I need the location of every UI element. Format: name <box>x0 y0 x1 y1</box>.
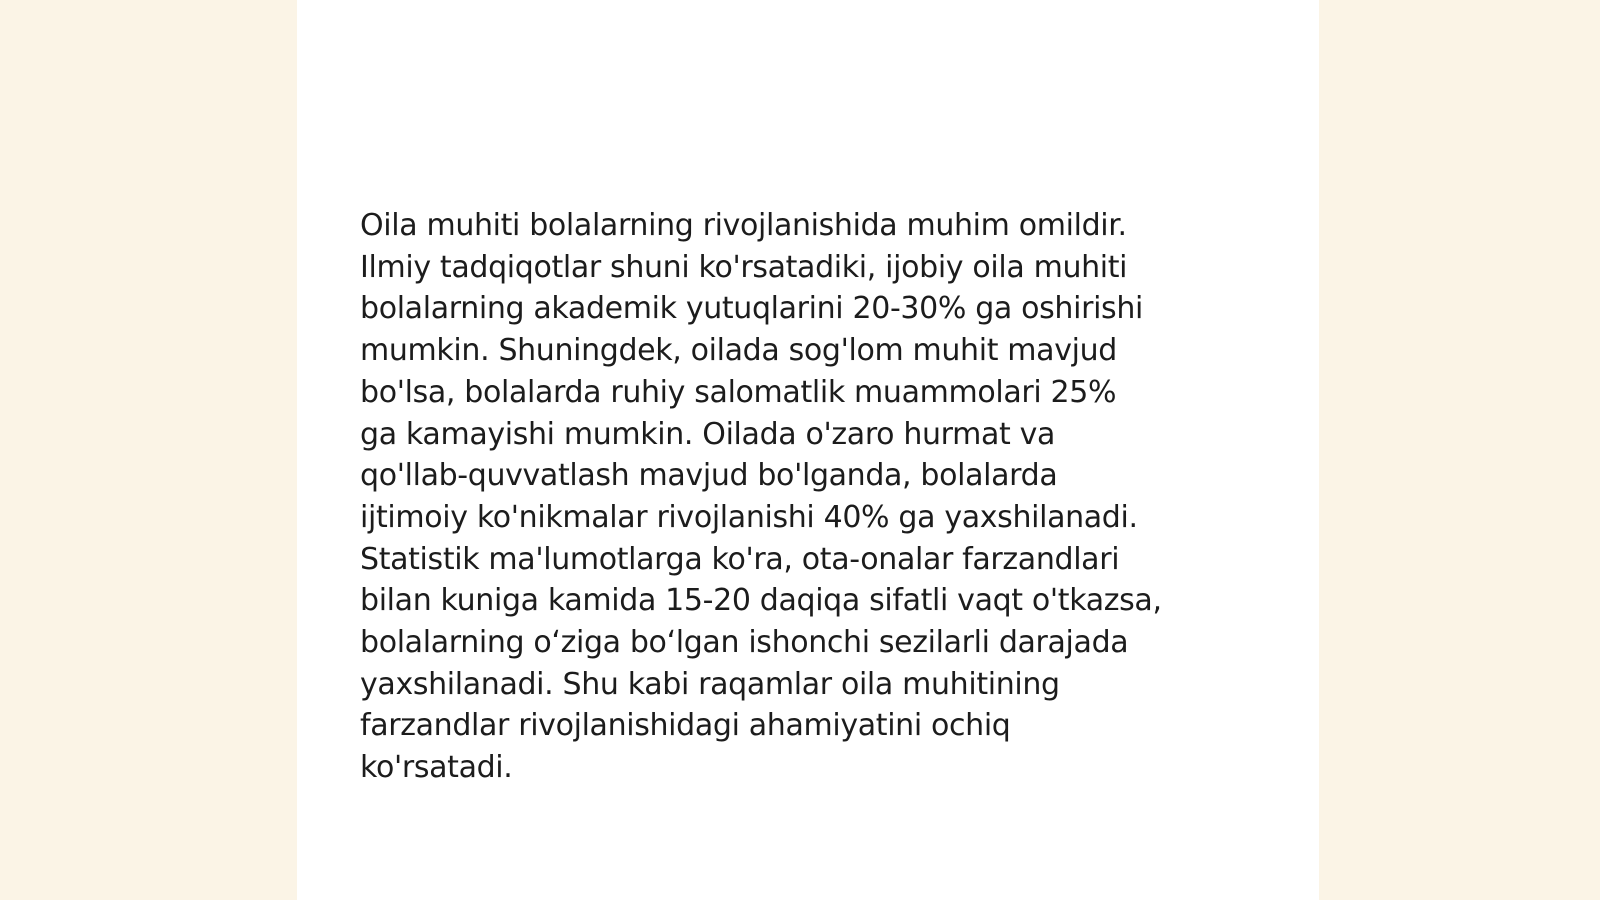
document-page <box>297 0 1319 900</box>
paragraph-line: yaxshilanadi. Shu kabi raqamlar oila muhitining <box>360 666 1060 702</box>
paragraph-line: Statistik ma'lumotlarga ko'ra, ota-onalar farzandlari <box>360 541 1120 577</box>
paragraph-line: bolalarning akademik yutuqlarini 20-30% ga oshirishi <box>360 291 1143 327</box>
paragraph-line: bolalarning o‘ziga bo‘lgan ishonchi sezilarli darajada <box>360 625 1129 661</box>
paragraph-line: ijtimoiy ko'nikmalar rivojlanishi 40% ga yaxshilanadi. <box>360 499 1138 535</box>
paragraph-line: Ilmiy tadqiqotlar shuni ko'rsatadiki, ijobiy oila muhiti <box>360 249 1128 285</box>
body-paragraph <box>360 205 1260 789</box>
paragraph-line: mumkin. Shuningdek, oilada sog'lom muhit mavjud <box>360 333 1117 369</box>
paragraph-line: Oila muhiti bolalarning rivojlanishida muhim omildir. <box>360 208 1127 243</box>
paragraph-line: bilan kuniga kamida 15-20 daqiqa sifatli vaqt o'tkazsa, <box>360 583 1162 619</box>
paragraph-line: farzandlar rivojlanishidagi ahamiyatini ochiq <box>360 708 1011 744</box>
paragraph-line: ko'rsatadi. <box>360 750 513 786</box>
paragraph-line: bo'lsa, bolalarda ruhiy salomatlik muammolari 25% <box>360 374 1117 410</box>
paragraph-line: ga kamayishi mumkin. Oilada o'zaro hurmat va <box>360 416 1056 452</box>
paragraph-line: qo'llab-quvvatlash mavjud bo'lganda, bolalarda <box>360 458 1058 494</box>
